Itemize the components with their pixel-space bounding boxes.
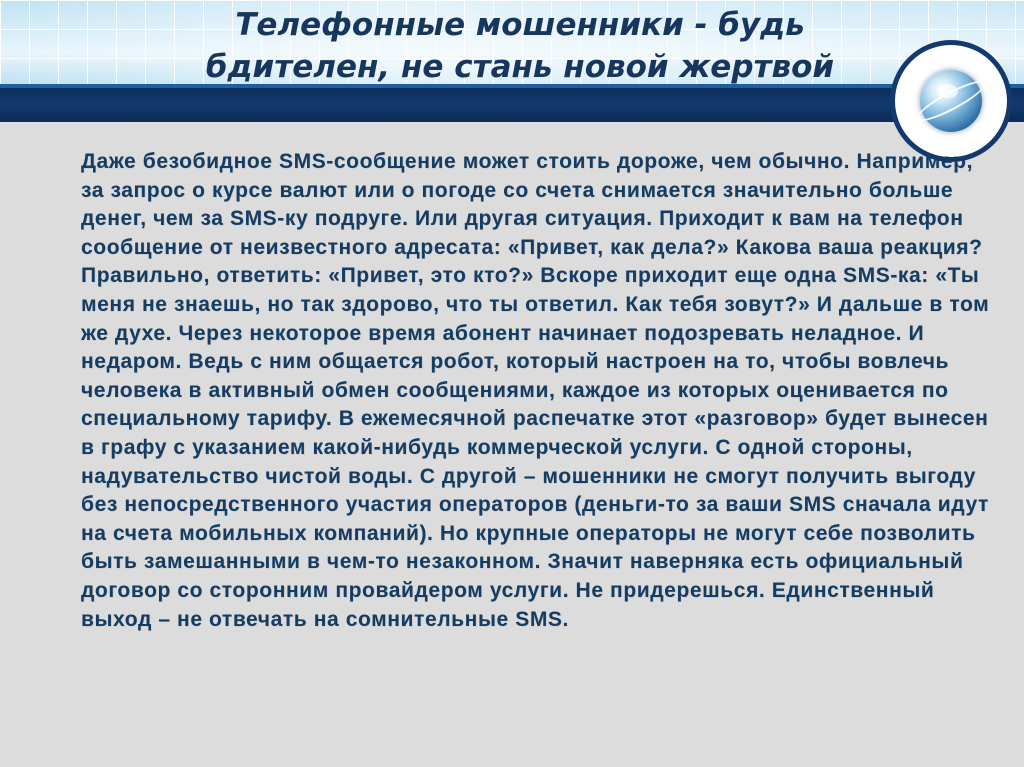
globe-badge	[890, 40, 1012, 162]
slide-body-text: Даже безобидное SMS-сообщение может стоить дороже, чем обычно. Например, за запрос о курсе валют или о погоде со счета снимается значительно больше денег, чем за SMS-ку подруге. Или другая ситуация. Приходит к вам на телефон сообщение от неизвестного адресата: «Привет, как дела?» Какова ваша реакция? Правильно, ответить: «Привет, это кто?» Вскоре приходит еще одна SMS-ка: «Ты меня не знаешь, но так здорово, что ты ответил. Как тебя зовут?» И дальше в том же духе. Через некоторое время абонент начинает подозревать неладное. И недаром. Ведь с ним общается робот, который настроен на то, чтобы вовлечь человека в активный обмен сообщениями, каждое из которых оценивается по специальному тарифу. В ежемесячной распечатке этот «разговор» будет вынесен в графу с указанием какой-нибудь коммерческой услуги. С одной стороны, надувательство чистой воды. С другой – мошенники не смогут получить выгоду без непосредственного участия операторов (деньги-то за ваши SMS сначала идут на счета мобильных компаний). Но крупные операторы не могут себе позволить быть замешанными в чем-то незаконном. Значит наверняка есть официальный договор со сторонним провайдером услуги. Не придерешься. Единственный выход – не отвечать на сомнительные SMS.	[81, 150, 990, 631]
slide-title: Телефонные мошенники - будь бдителен, не стань новой жертвой	[205, 7, 835, 85]
header-dark-band	[0, 88, 1024, 122]
globe-icon	[920, 70, 982, 132]
